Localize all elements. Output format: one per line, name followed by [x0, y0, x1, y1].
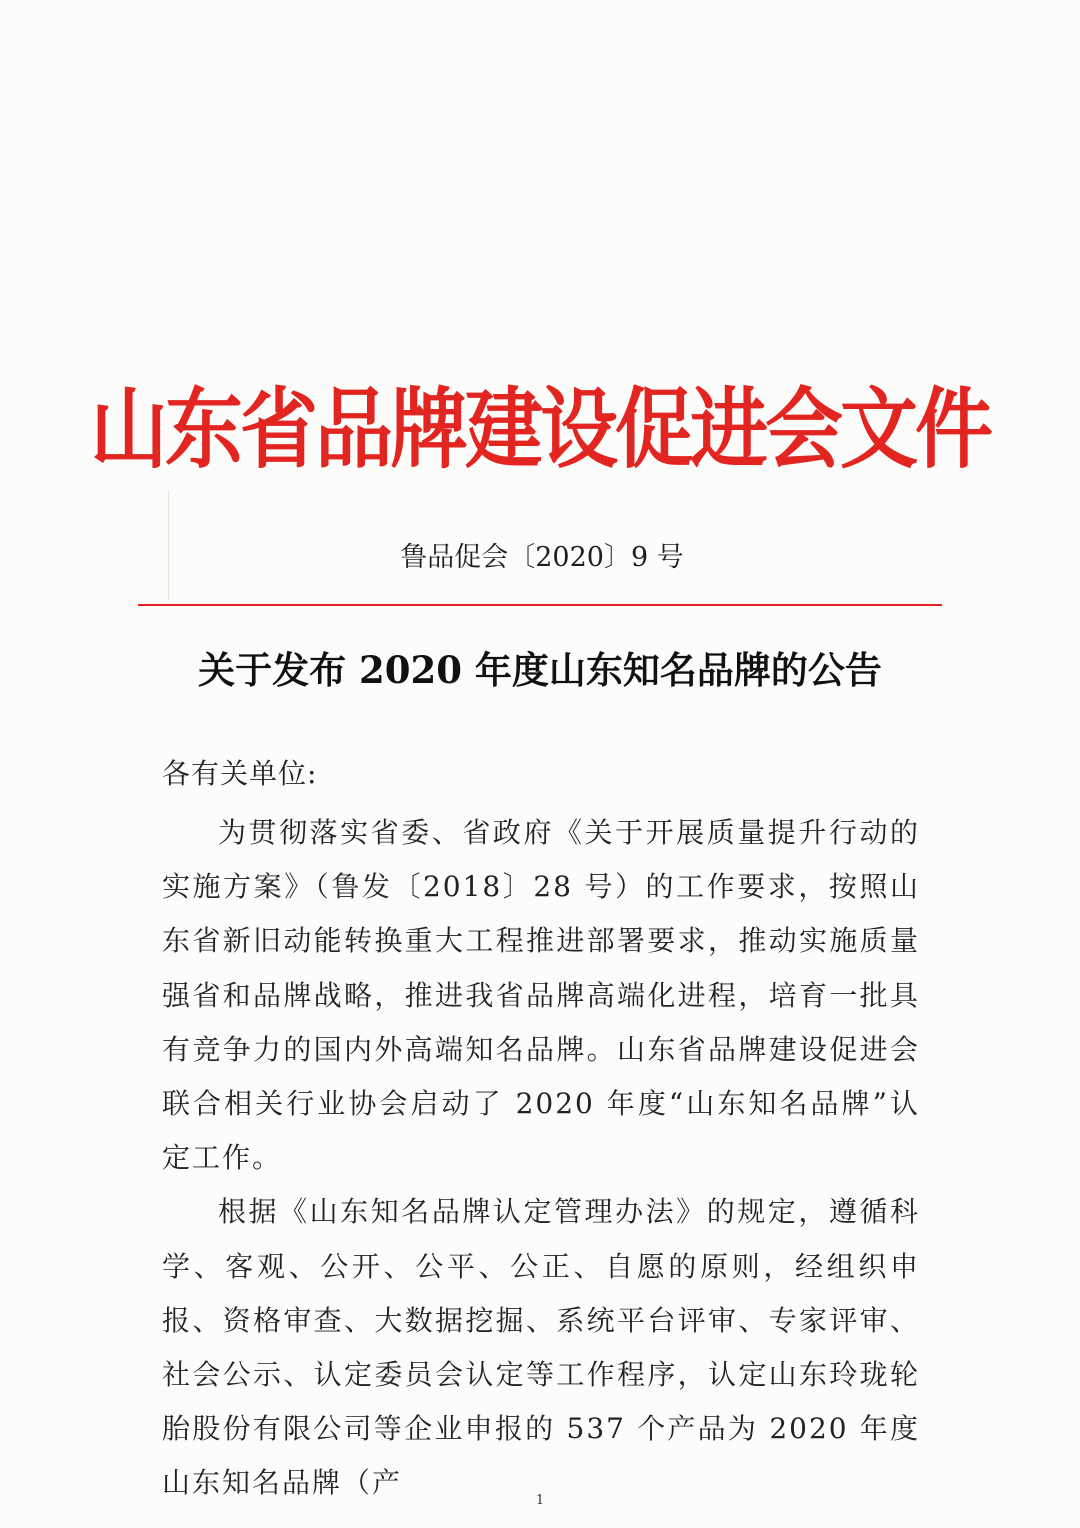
- body-paragraph-1: 为贯彻落实省委、省政府《关于开展质量提升行动的实施方案》（鲁发〔2018〕28 号）的工作要求，按照山东省新旧动能转换重大工程推进部署要求，推动实施质量强省和品牌战略，推进我省品牌高端化进程，培育一批具有竞争力的国内外高端知名品牌。山东省品牌建设促进会联合相关行业协会启动了 2020 年度“山东知名品牌”认定工作。: [162, 816, 920, 1175]
- document-number: 鲁品促会〔2020〕9 号: [400, 542, 684, 573]
- salutation: 各有关单位:: [162, 757, 318, 790]
- red-divider-rule: [138, 604, 942, 606]
- body-paragraph-2: 根据《山东知名品牌认定管理办法》的规定，遵循科学、客观、公开、公平、公正、自愿的原则，经组织申报、资格审查、大数据挖掘、系统平台评审、专家评审、社会公示、认定委员会认定等工作程序，认定山东玲珑轮胎股份有限公司等企业申报的 537 个产品为 2020 年度山东知名品牌（产: [162, 1195, 920, 1500]
- announcement-title: 关于发布 2020 年度山东知名品牌的公告: [198, 648, 882, 692]
- body-text: [162, 806, 920, 1511]
- issuer-header-title: 山东省品牌建设促进会文件: [89, 380, 990, 481]
- page-number: 1: [535, 1493, 545, 1508]
